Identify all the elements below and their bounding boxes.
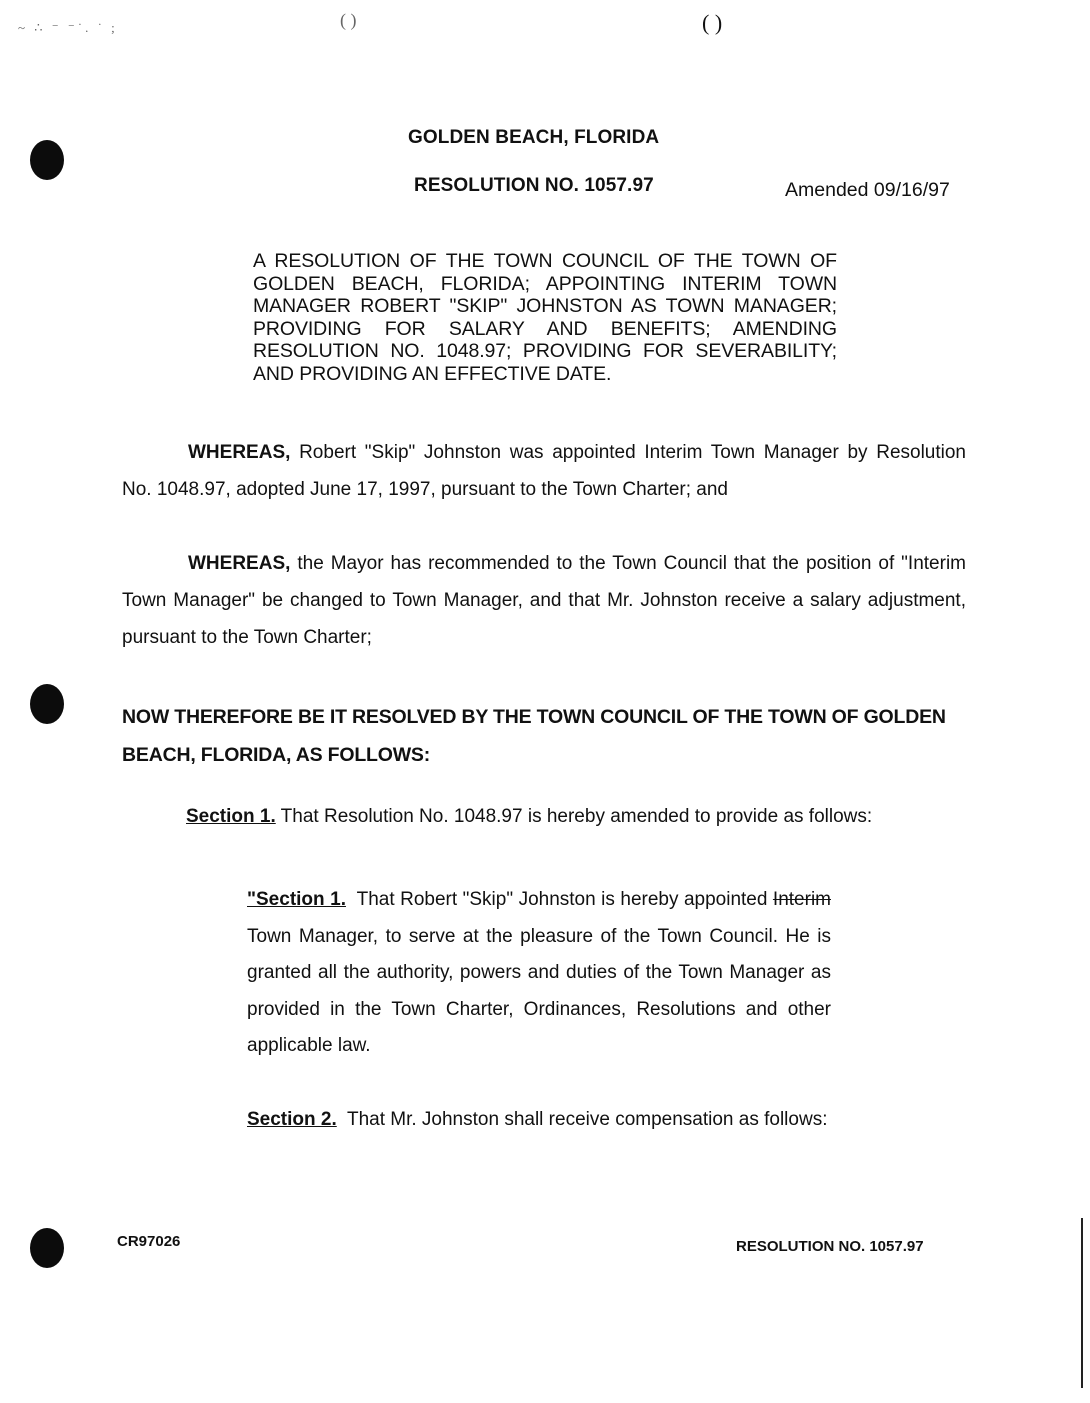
- footer-resolution-number: RESOLUTION NO. 1057.97: [736, 1238, 924, 1255]
- section-1: [186, 806, 872, 828]
- struck-text: Interim: [772, 889, 831, 910]
- section-text: That Mr. Johnston shall receive compensation as follows:: [336, 1109, 828, 1130]
- punch-hole: [30, 684, 64, 724]
- section-heading: Section 1.: [186, 806, 276, 827]
- section-text: That Robert "Skip" Johnston is hereby appointed: [345, 889, 773, 910]
- whereas-clause: [122, 434, 966, 508]
- scan-artifact: ( ): [702, 10, 723, 35]
- whereas-lead: WHEREAS,: [188, 553, 291, 574]
- punch-hole: [30, 140, 64, 180]
- whereas-text: Robert "Skip" Johnston was appointed Interim Town Manager by Resolution No. 1048.97, adopted June 17, 1997, pursuant to the Town Charter; and: [122, 442, 966, 500]
- scan-artifact: ( ): [340, 10, 357, 30]
- amended-section-1: [247, 882, 831, 1065]
- municipality-heading: GOLDEN BEACH, FLORIDA: [408, 127, 660, 148]
- whereas-text: the Mayor has recommended to the Town Council that the position of "Interim Town Manager" be changed to Town Manager, and that Mr. Johnston receive a salary adjustment, pursuant to the Town Charter;: [122, 553, 966, 648]
- section-text: That Resolution No. 1048.97 is hereby amended to provide as follows:: [275, 806, 873, 827]
- amended-section-2: [247, 1102, 831, 1139]
- resolved-clause: NOW THEREFORE BE IT RESOLVED BY THE TOWN COUNCIL OF THE TOWN OF GOLDEN BEACH, FLORIDA, AS FOLLOWS:: [122, 706, 946, 766]
- scan-artifact: ~ ∴ ⁻ ⁻˙. ˙ ;: [18, 20, 118, 35]
- scan-edge: [1081, 1218, 1083, 1388]
- whereas-clause: [122, 545, 966, 656]
- section-text: Town Manager, to serve at the pleasure of the Town Council. He is granted all the authority, powers and duties of the Town Manager as provided in the Town Charter, Ordinances, Resolutions and other applicable law.: [247, 925, 831, 1056]
- punch-hole: [30, 1228, 64, 1268]
- document-code: CR97026: [117, 1233, 181, 1250]
- section-heading: Section 2.: [247, 1109, 337, 1130]
- resolution-title: A RESOLUTION OF THE TOWN COUNCIL OF THE TOWN OF GOLDEN BEACH, FLORIDA; APPOINTING INTERIM TOWN MANAGER ROBERT "SKIP" JOHNSTON AS TOWN MANAGER; PROVIDING FOR SALARY AND BENEFITS; AMENDING RESOLUTION NO. 1048.97; PROVIDING FOR SEVERABILITY; AND PROVIDING AN EFFECTIVE DATE.: [253, 250, 837, 385]
- amended-date: Amended 09/16/97: [785, 179, 950, 201]
- resolution-number: RESOLUTION NO. 1057.97: [414, 175, 654, 196]
- section-heading: "Section 1.: [247, 889, 346, 910]
- whereas-lead: WHEREAS,: [188, 442, 291, 463]
